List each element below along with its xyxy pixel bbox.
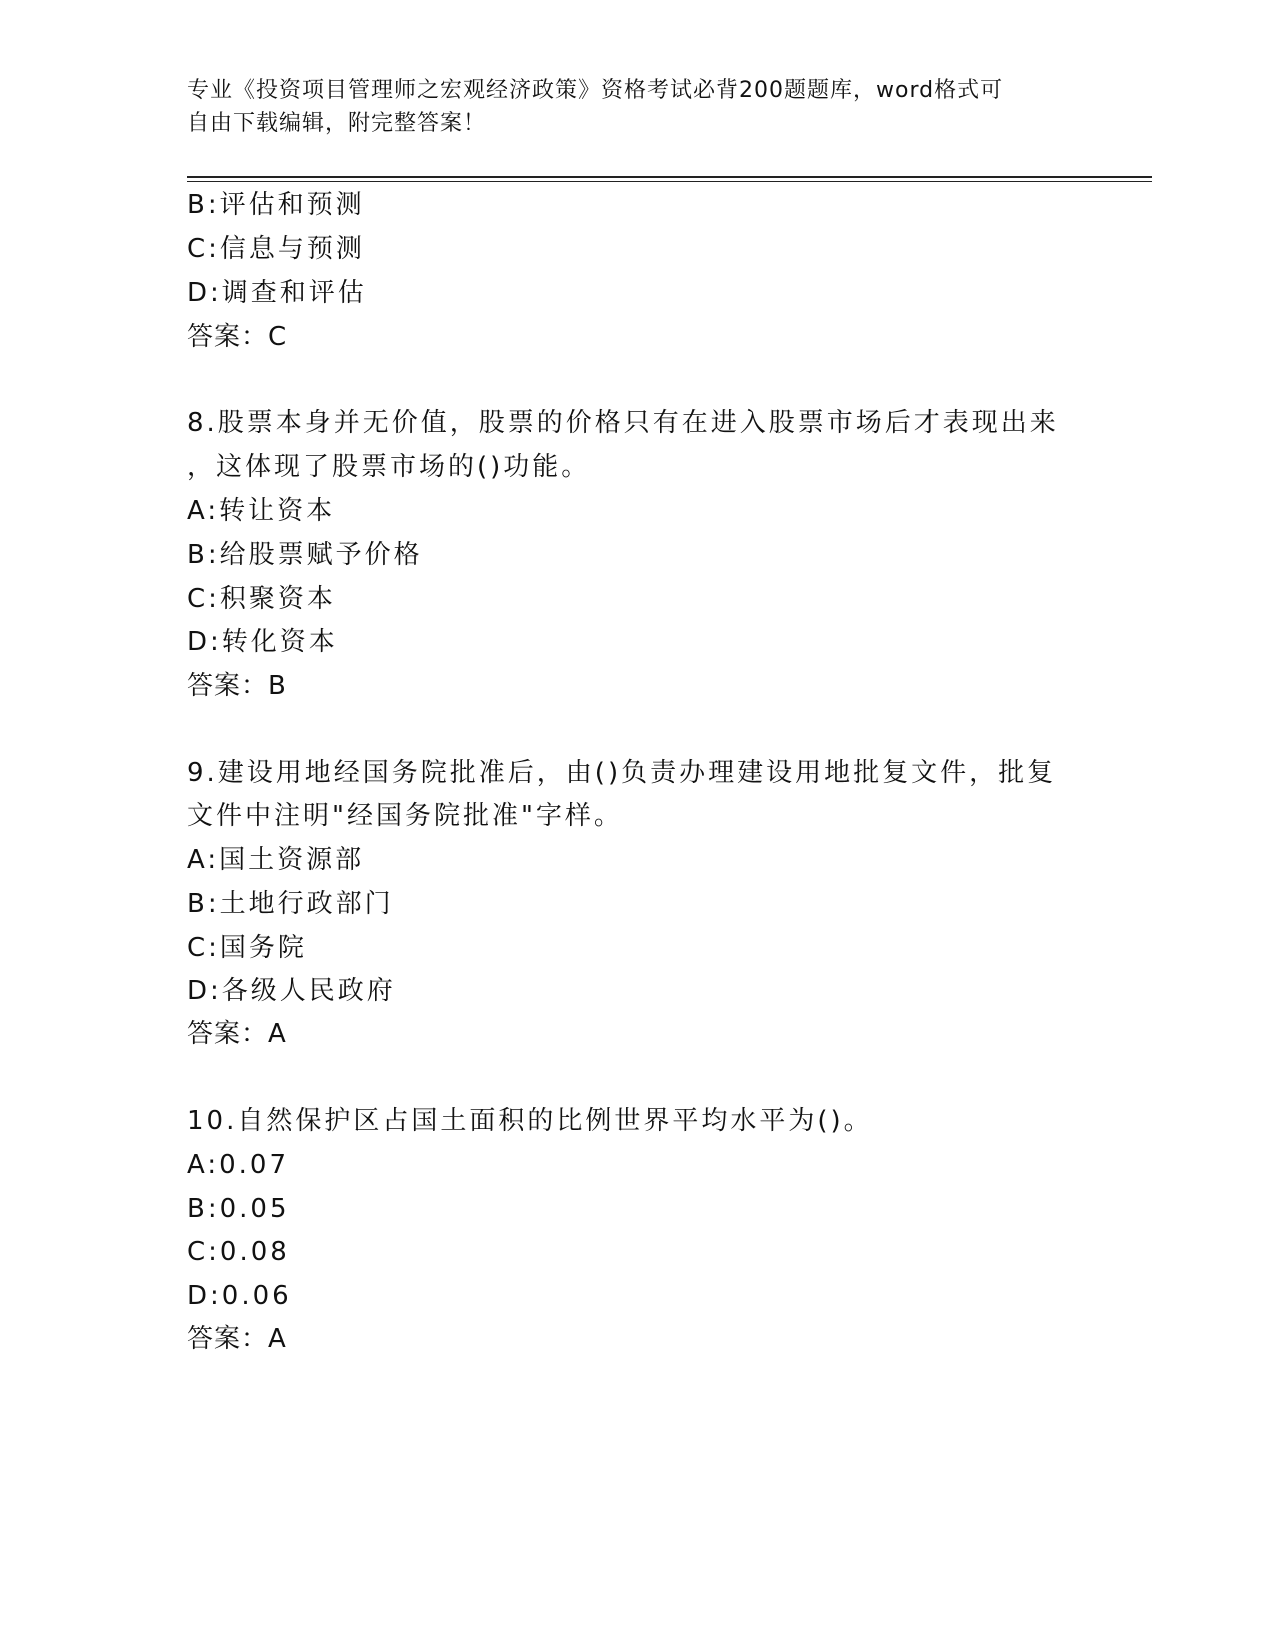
- q10-option-a: A:0.07: [187, 1150, 289, 1180]
- q8-stem-line-1: 8.股票本身并无价值，股票的价格只有在进入股票市场后才表现出来: [187, 408, 1059, 438]
- q8-option-a: A:转让资本: [187, 496, 336, 526]
- q7-option-d: D:调查和评估: [187, 278, 367, 308]
- q10-option-c: C:0.08: [187, 1237, 290, 1267]
- q8-option-d: D:转化资本: [187, 627, 338, 657]
- q7-option-c: C:信息与预测: [187, 234, 365, 264]
- q10-stem-line-1: 10.自然保护区占国土面积的比例世界平均水平为()。: [187, 1106, 873, 1136]
- q10-answer: 答案：A: [187, 1324, 287, 1354]
- q10-option-d: D:0.06: [187, 1281, 292, 1311]
- header-rule-thick: [187, 176, 1152, 178]
- header-line-2: 自由下载编辑，附完整答案！: [187, 111, 487, 136]
- q8-stem-line-2: ，这体现了股票市场的()功能。: [187, 452, 591, 482]
- q8-option-b: B:给股票赋予价格: [187, 540, 423, 570]
- q8-option-c: C:积聚资本: [187, 584, 336, 614]
- q10-option-b: B:0.05: [187, 1194, 290, 1224]
- q9-option-d: D:各级人民政府: [187, 976, 396, 1006]
- q9-answer: 答案：A: [187, 1019, 287, 1049]
- header-line-1: 专业《投资项目管理师之宏观经济政策》资格考试必背200题题库，word格式可: [187, 78, 1004, 103]
- q7-option-b: B:评估和预测: [187, 190, 365, 220]
- q9-option-c: C:国务院: [187, 933, 307, 963]
- q9-stem-line-2: 文件中注明"经国务院批准"字样。: [187, 801, 623, 831]
- header-rule-thin: [187, 181, 1152, 182]
- q9-option-b: B:土地行政部门: [187, 889, 394, 919]
- q7-answer: 答案：C: [187, 322, 288, 352]
- page-header: [187, 74, 1087, 140]
- q8-answer: 答案：B: [187, 671, 287, 701]
- q9-stem-line-1: 9.建设用地经国务院批准后，由()负责办理建设用地批复文件，批复: [187, 758, 1057, 788]
- q9-option-a: A:国土资源部: [187, 845, 365, 875]
